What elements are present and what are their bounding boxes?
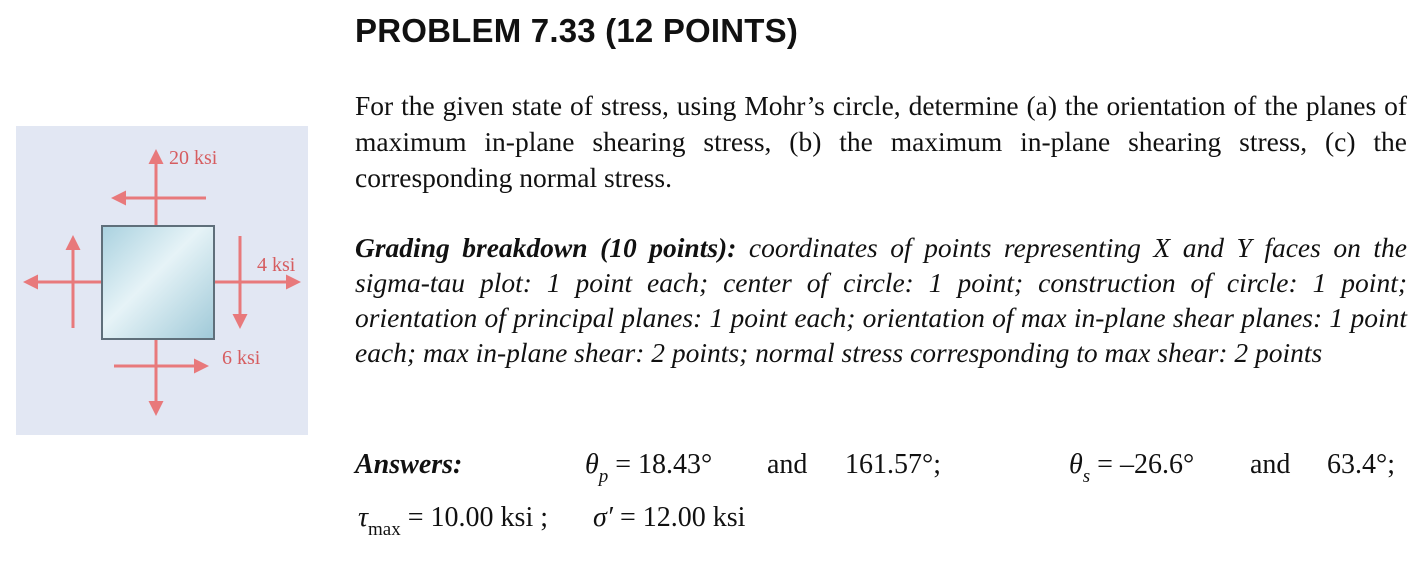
grading-heading: Grading breakdown (10 points): <box>355 232 737 263</box>
theta-p-answer: $\theta_p = 18.43^\circ$ <box>585 449 713 487</box>
theta-s-second: 63.4°; <box>1327 449 1395 480</box>
grading-text: coordinates of points representing X and Y faces on the sigma-tau plot: 1 point each; center of circle: 1 point; construction of circle: 1 point; orientation of principal planes: 1 point each; orientation of max in-plane shear planes: 1 point each; max in-plane shear: 2 points; normal stress corresponding to max shear: 2 points <box>355 232 1407 368</box>
theta-p-second: 161.57°; <box>845 449 941 480</box>
problem-statement: For the given state of stress, using Mohr’s circle, determine (a) the orientation of the planes of maximum in-plane shearing stress, (b) the maximum in-plane shearing stress, (c) the corresponding normal stress. <box>355 90 1407 193</box>
theta-s-answer: $\theta_s = -26.6^\circ$ <box>1069 449 1195 487</box>
label-4-ksi: 4 ksi <box>257 254 296 276</box>
label-6-ksi: 6 ksi <box>222 347 261 369</box>
tau-max-answer: $\tau_{max} = 10.00$ ksi ; <box>358 502 548 540</box>
label-20-ksi: 20 ksi <box>169 147 218 169</box>
grading-breakdown <box>355 230 1407 370</box>
stress-diagram <box>16 126 308 435</box>
stress-element-figure <box>16 126 308 435</box>
sigma-prime-answer: σ′ = 12.00 ksi <box>593 502 746 533</box>
answers-label: Answers: <box>355 449 463 480</box>
theta-p-and: and <box>767 449 808 480</box>
theta-s-and: and <box>1250 449 1291 480</box>
stress-element-square <box>102 226 214 339</box>
problem-title: PROBLEM 7.33 (12 POINTS) <box>355 12 799 49</box>
